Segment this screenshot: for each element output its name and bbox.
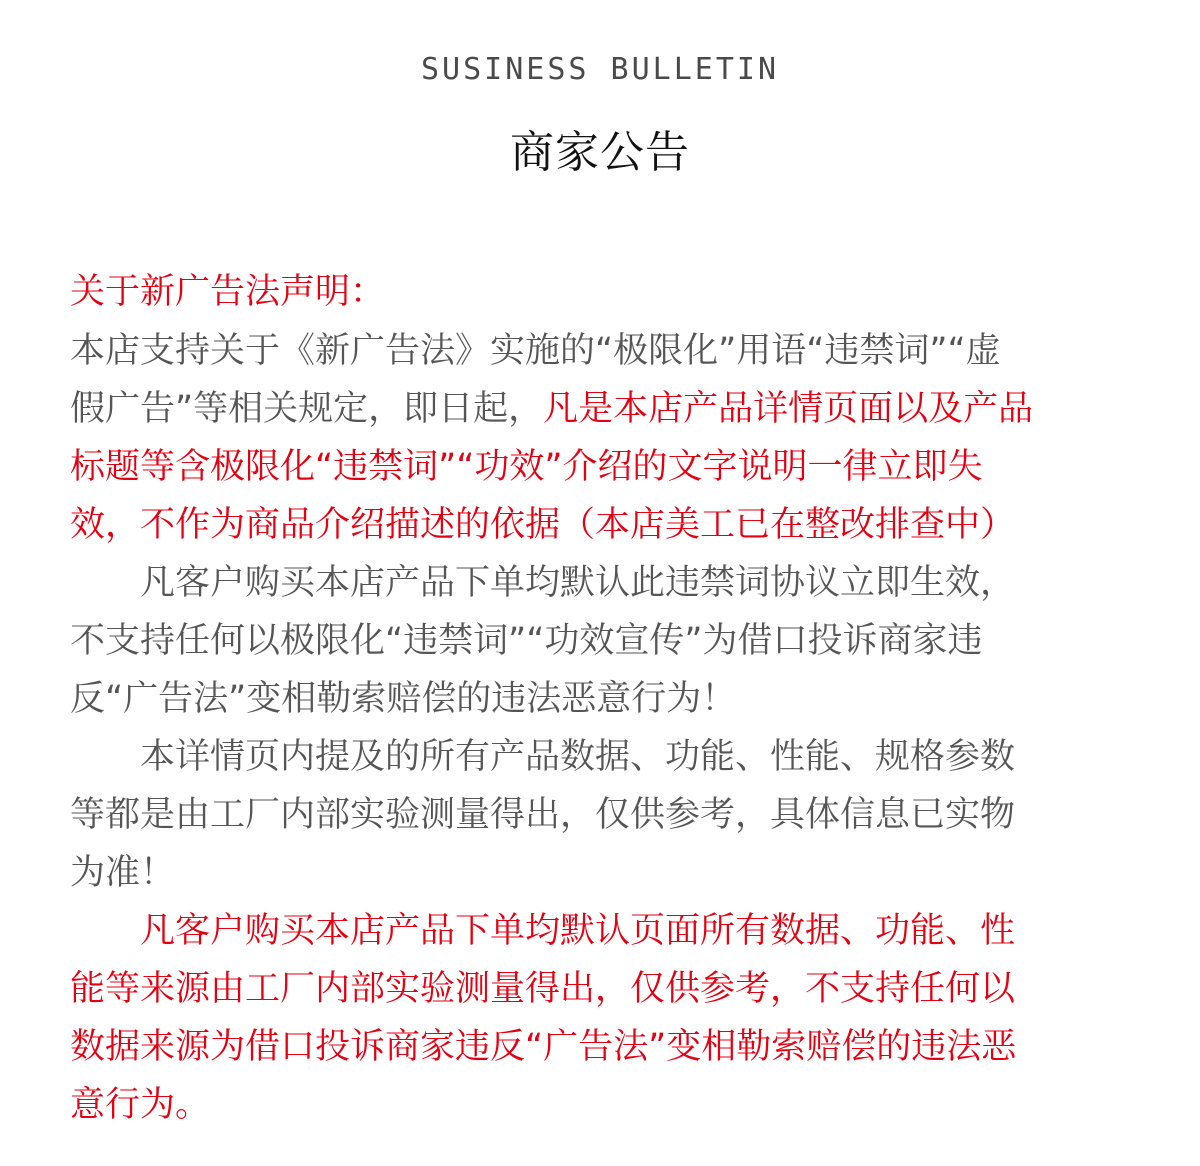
data-agreement-line-3: 数据来源为借口投诉商家违反“广告法”变相勒索赔偿的违法恶 xyxy=(70,1027,1017,1067)
paragraph-statement xyxy=(70,322,1140,554)
statement-line-1: 本店支持关于《新广告法》实施的“极限化”用语“违禁词”“虚 xyxy=(70,331,1001,371)
page-title: 商家公告 xyxy=(510,127,690,178)
english-title: SUSINESS BULLETIN xyxy=(420,52,780,87)
statement-line-3: 标题等含极限化“违禁词”“功效”介绍的文字说明一律立即失 xyxy=(70,447,983,487)
statement-line-2-red: 凡是本店产品详情页面以及产品 xyxy=(543,389,1034,429)
agreement-line-2: 不支持任何以极限化“违禁词”“功效宣传”为借口投诉商家违 xyxy=(70,621,983,661)
statement-line-2-gray: 假广告”等相关规定，即日起， xyxy=(70,389,544,429)
disclaimer-line-2: 等都是由工厂内部实验测量得出，仅供参考，具体信息已实物 xyxy=(70,795,1016,835)
disclaimer-line-3: 为准！ xyxy=(70,853,176,893)
disclaimer-line-1: 本详情页内提及的所有产品数据、功能、性能、规格参数 xyxy=(140,737,1016,777)
agreement-line-3: 反“广告法”变相勒索赔偿的违法恶意行为！ xyxy=(70,679,737,719)
notice-body xyxy=(70,262,1140,1134)
notice-heading: 关于新广告法声明： xyxy=(70,272,386,312)
agreement-line-1: 凡客户购买本店产品下单均默认此违禁词协议立即生效， xyxy=(140,563,1016,603)
statement-line-2 xyxy=(70,380,1140,438)
statement-line-4: 效，不作为商品介绍描述的依据（本店美工已在整改排查中） xyxy=(70,505,1016,545)
paragraph-data-disclaimer xyxy=(70,728,1140,902)
data-agreement-line-1: 凡客户购买本店产品下单均默认页面所有数据、功能、性 xyxy=(140,911,1016,951)
paragraph-agreement xyxy=(70,554,1140,728)
data-agreement-line-2: 能等来源由工厂内部实验测量得出，仅供参考，不支持任何以 xyxy=(70,969,1016,1009)
data-agreement-line-4: 意行为。 xyxy=(70,1085,211,1125)
paragraph-data-agreement xyxy=(70,902,1140,1134)
